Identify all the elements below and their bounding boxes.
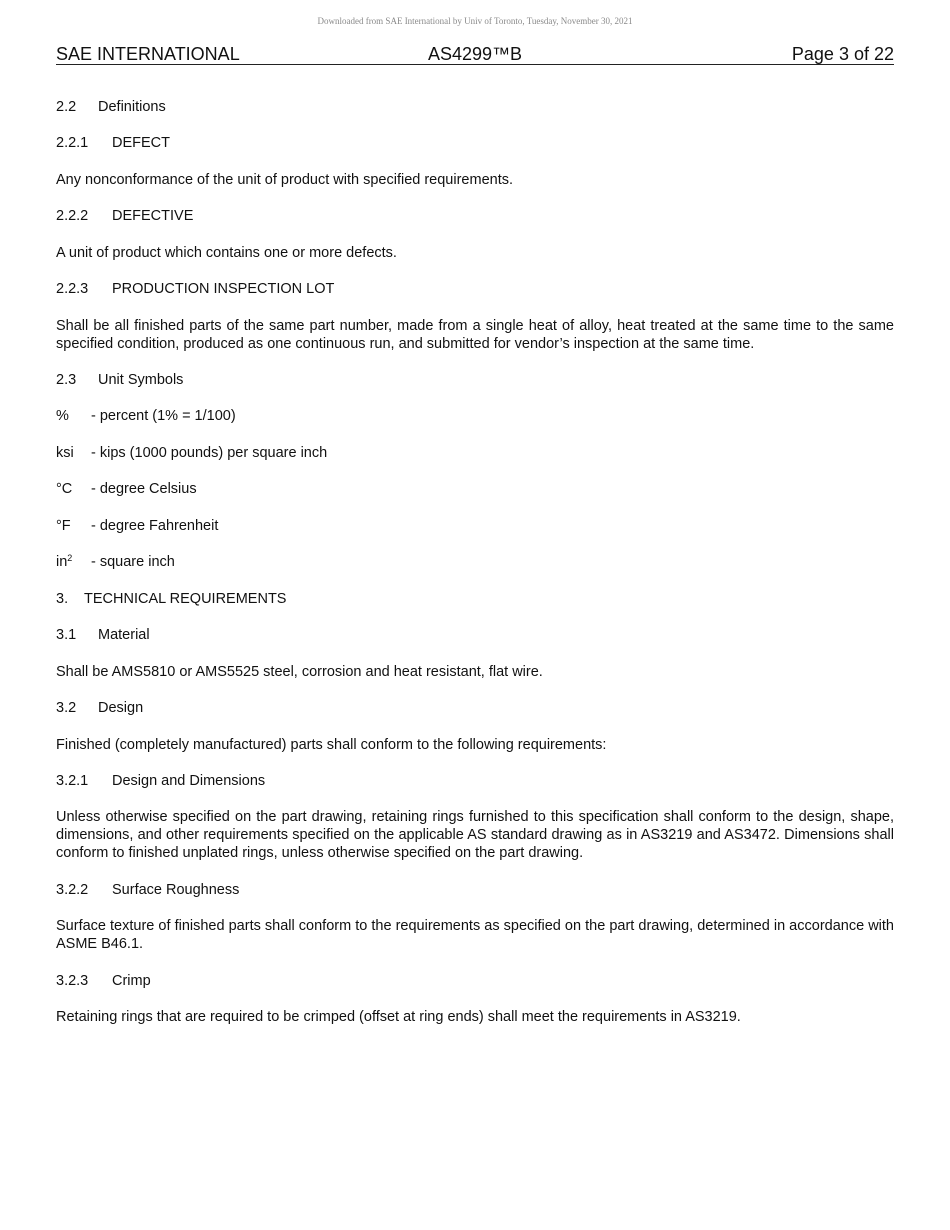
heading-2-2 bbox=[56, 98, 894, 116]
paragraph-material: Shall be AMS5810 or AMS5525 steel, corrosion and heat resistant, flat wire. bbox=[56, 664, 543, 680]
section-number: 2.2.2 bbox=[56, 208, 89, 224]
symbol-description: - square inch bbox=[91, 554, 175, 570]
symbol: °F bbox=[56, 518, 71, 534]
paragraph-design-dimensions: Unless otherwise specified on the part drawing, retaining rings furnished to this specification shall conform to the design, shape, dimensions, and other requirements specified on the applicable AS standard drawing as in AS3219 and AS3472. Dimensions shall conform to finished unplated rings, unless otherwise specified on the part drawing. bbox=[56, 809, 894, 861]
symbol-superscript: 2 bbox=[67, 553, 73, 563]
section-title: Design bbox=[98, 700, 144, 716]
section-title: DEFECT bbox=[112, 135, 170, 151]
section-number: 3.1 bbox=[56, 627, 77, 643]
paragraph-defect: Any nonconformance of the unit of product with specified requirements. bbox=[56, 172, 514, 188]
section-number: 3.2.3 bbox=[56, 973, 89, 989]
paragraph-surface-roughness: Surface texture of finished parts shall conform to the requirements as specified on the part drawing, determined in accordance with ASME B46.1. bbox=[56, 918, 894, 952]
heading-3-1 bbox=[56, 626, 894, 644]
paragraph-crimp: Retaining rings that are required to be crimped (offset at ring ends) shall meet the requirements in AS3219. bbox=[56, 1009, 741, 1025]
section-number: 2.2.1 bbox=[56, 135, 89, 151]
heading-3-2-1 bbox=[56, 772, 894, 790]
section-number: 3. bbox=[56, 591, 69, 607]
paragraph-defective: A unit of product which contains one or more defects. bbox=[56, 245, 397, 261]
heading-3-2 bbox=[56, 699, 894, 717]
symbol-row bbox=[56, 553, 894, 571]
symbol-description: - kips (1000 pounds) per square inch bbox=[91, 445, 328, 461]
download-watermark: Downloaded from SAE International by Univ of Toronto, Tuesday, November 30, 2021 bbox=[317, 16, 633, 26]
section-title: Material bbox=[98, 627, 150, 643]
section-number: 3.2.2 bbox=[56, 882, 89, 898]
header-page-number: Page 3 of 22 bbox=[791, 44, 894, 64]
section-title: DEFECTIVE bbox=[112, 208, 194, 224]
symbol-row bbox=[56, 517, 894, 535]
paragraph-design: Finished (completely manufactured) parts shall conform to the following requirements: bbox=[56, 737, 607, 753]
symbol bbox=[56, 553, 91, 571]
heading-3-2-3 bbox=[56, 972, 894, 990]
heading-2-2-3 bbox=[56, 280, 894, 298]
header-doc-id: AS4299™B bbox=[428, 44, 523, 64]
symbol-row bbox=[56, 444, 894, 462]
section-title: Design and Dimensions bbox=[112, 773, 266, 789]
symbol: °C bbox=[56, 481, 73, 497]
section-number: 3.2.1 bbox=[56, 773, 89, 789]
symbol-description: - degree Fahrenheit bbox=[91, 518, 219, 534]
symbol-row bbox=[56, 480, 894, 498]
symbol-base: in bbox=[56, 554, 68, 570]
section-number: 2.2 bbox=[56, 99, 77, 115]
page-header bbox=[56, 44, 894, 65]
heading-2-2-1 bbox=[56, 134, 894, 152]
paragraph-production-lot: Shall be all finished parts of the same part number, made from a single heat of alloy, heat treated at the same time to the same specified condition, produced as one continuous run, and submitted for vendor’s inspection at the same time. bbox=[56, 318, 894, 352]
section-title: Crimp bbox=[112, 973, 151, 989]
section-number: 2.2.3 bbox=[56, 281, 89, 297]
section-title: Definitions bbox=[98, 99, 166, 115]
symbol-description: - percent (1% = 1/100) bbox=[91, 408, 236, 424]
header-org: SAE INTERNATIONAL bbox=[56, 44, 240, 64]
heading-2-3 bbox=[56, 371, 894, 389]
section-title: Unit Symbols bbox=[98, 372, 184, 388]
section-title: PRODUCTION INSPECTION LOT bbox=[112, 281, 335, 297]
section-number: 3.2 bbox=[56, 700, 77, 716]
symbol-row bbox=[56, 407, 894, 425]
heading-2-2-2 bbox=[56, 207, 894, 225]
symbol: % bbox=[56, 408, 69, 424]
section-number: 2.3 bbox=[56, 372, 77, 388]
section-title: Surface Roughness bbox=[112, 882, 240, 898]
heading-3 bbox=[56, 590, 894, 608]
heading-3-2-2 bbox=[56, 881, 894, 899]
symbol-description: - degree Celsius bbox=[91, 481, 197, 497]
symbol: ksi bbox=[56, 445, 74, 461]
section-title: TECHNICAL REQUIREMENTS bbox=[84, 591, 287, 607]
